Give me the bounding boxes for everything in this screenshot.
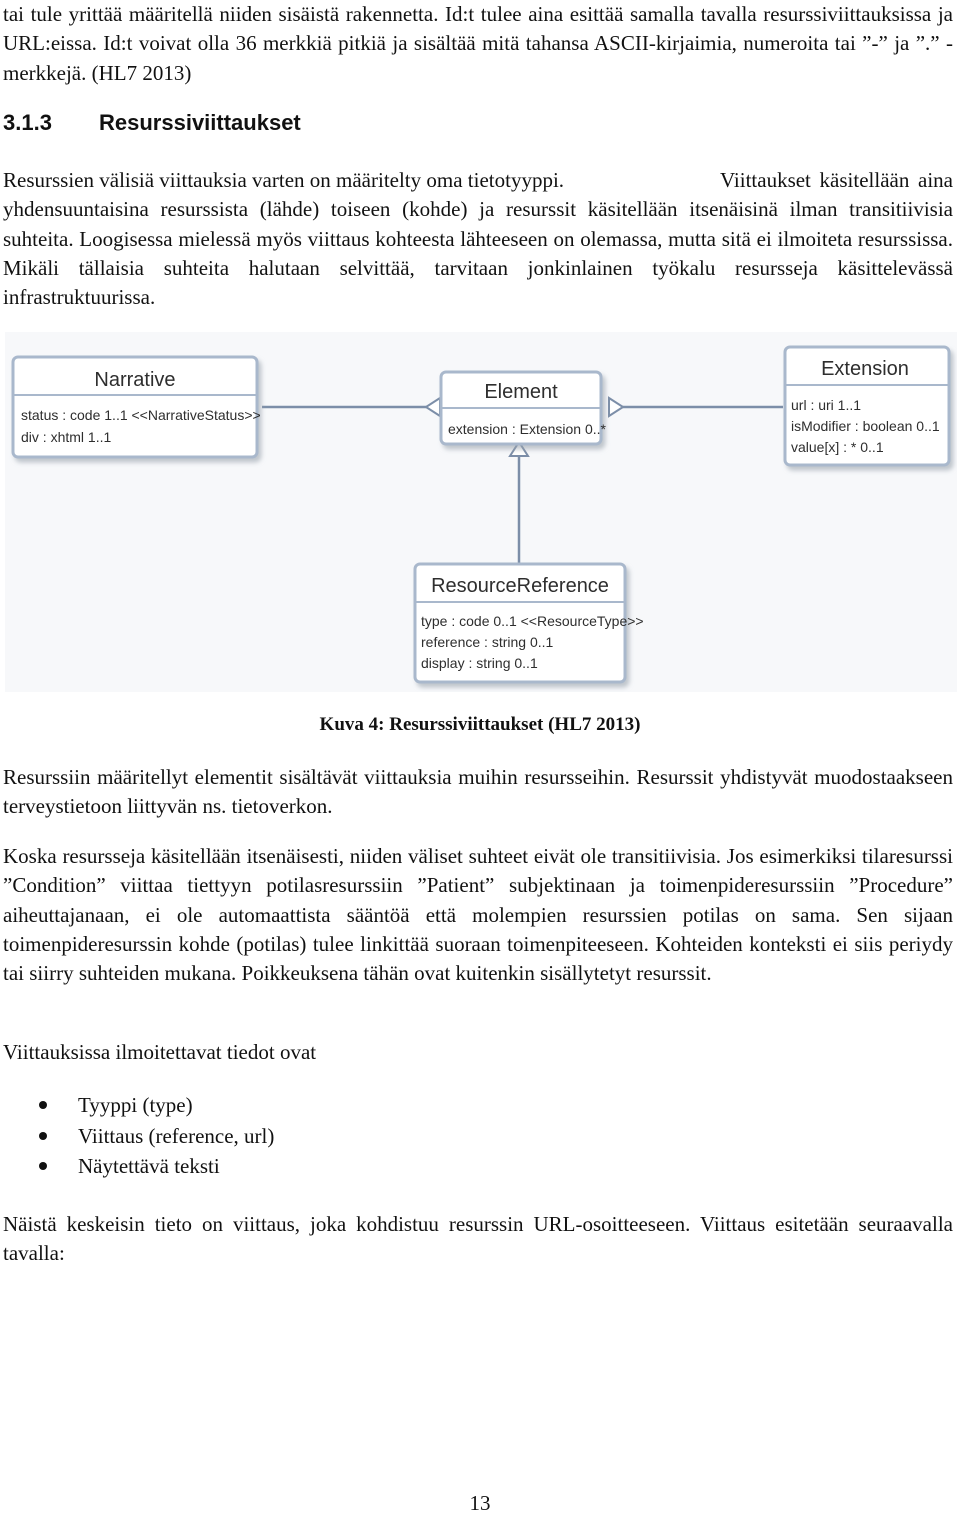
narrative-attribute-status: status : code 1..1 <<NarrativeStatus>> [21,407,261,423]
paragraph-url: Näistä keskeisin tieto on viittaus, joka kohdistuu resurssin URL-osoitteeseen. Viittaus esitetään seuraavalla tavalla: [3,1212,953,1266]
bullet-icon [39,1162,47,1170]
bullet-icon [39,1132,47,1140]
paragraph-elements: Resurssiin määritellyt elementit sisältävät viittauksia muihin resursseihin. Resurssit yhdistyvät muodostaakseen terveystietoon liittyvän ns. tietoverkon. [3,765,953,819]
extension-class-name: Extension [821,358,909,380]
narrative-class-name: Narrative [94,369,176,391]
extension-attribute-url: url : uri 1..1 [791,397,862,413]
narrative-class [13,357,261,457]
resourcereference-attribute-type: type : code 0..1 <<ResourceType>> [421,613,644,629]
element-class-name: Element [484,381,558,403]
paragraph-datatype: Resurssien välisiä viittauksia varten on määritelty oma tietotyyppi. [3,168,565,192]
page-number: 13 [469,1491,491,1515]
reference-info-list [0,1090,274,1182]
intro-paragraph: tai tule yrittää määritellä niiden sisäistä rakennetta. Id:t tulee aina esittää samalla tavalla resurssiviittauksissa ja URL:eissa. Id:t voivat olla 36 merkkiä pitkiä ja sisältää mitä tahansa ASCII-kirjaimia, numeroita tai ”-” ja ”.” -merkkejä. (HL7 2013) [3,2,953,85]
element-class [441,372,607,444]
section-title: Resurssiviittaukset [99,110,301,135]
list-item: Viittaus (reference, url) [0,1121,274,1152]
extension-attribute-value: value[x] : * 0..1 [791,439,884,455]
resourcereference-class [415,564,644,682]
section-heading [3,108,301,138]
list-item: Näytettävä teksti [0,1151,274,1182]
element-attribute-extension: extension : Extension 0..* [448,421,606,437]
bullet-icon [39,1101,47,1109]
resourcereference-class-name: ResourceReference [431,575,609,597]
list-item: Tyyppi (type) [0,1090,274,1121]
extension-class [785,347,949,465]
uml-diagram [5,332,957,692]
paragraph-reference-info: Viittauksissa ilmoitettavat tiedot ovat [3,1040,317,1064]
narrative-attribute-div: div : xhtml 1..1 [21,429,112,445]
paragraph-transitivity: Koska resursseja käsitellään itsenäisesti, niiden väliset suhteet eivät ole transitiivisia. Jos esimerkiksi tilaresurssi ”Condition” viittaa tiettyyn potilasresurssiin ”Patient” subjektinaan ja toimenpideresurssiin ”Procedure” aiheuttajanaan, ei ole automaattista sääntöä että molempien resurssien potilas on sama. Sen sijaan toimenpideresurssin kohde (potilas) tulee linkittää suoraan toimenpiteeseen. Kohteiden konteksti ei siis periydy tai siirry suhteiden mukana. Poikkeuksena tähän ovat kuitenkin sisällytetyt resurssit. [3,844,953,986]
figure-caption: Kuva 4: Resurssiviittaukset (HL7 2013) [319,714,641,735]
extension-attribute-ismodifier: isModifier : boolean 0..1 [791,418,940,434]
resourcereference-attribute-display: display : string 0..1 [421,655,538,671]
section-number: 3.1.3 [3,110,52,135]
resourcereference-attribute-reference: reference : string 0..1 [421,634,554,650]
paragraph-references: Viittaukset käsitellään aina yhdensuuntaisina resurssista (lähde) toiseen (kohde) ja resurssit käsitellään itsenäisinä ilman transitiivisia suhteita. Loogisessa mielessä myös viittaus kohteesta lähteeseen on olemassa, mutta sitä ei ilmoiteta resurssissa. Mikäli tällaisia suhteita halutaan selvittää, tarvitaan jonkinlainen työkalu resursseja käsittelevässä infrastruktuurissa. [3,168,953,310]
